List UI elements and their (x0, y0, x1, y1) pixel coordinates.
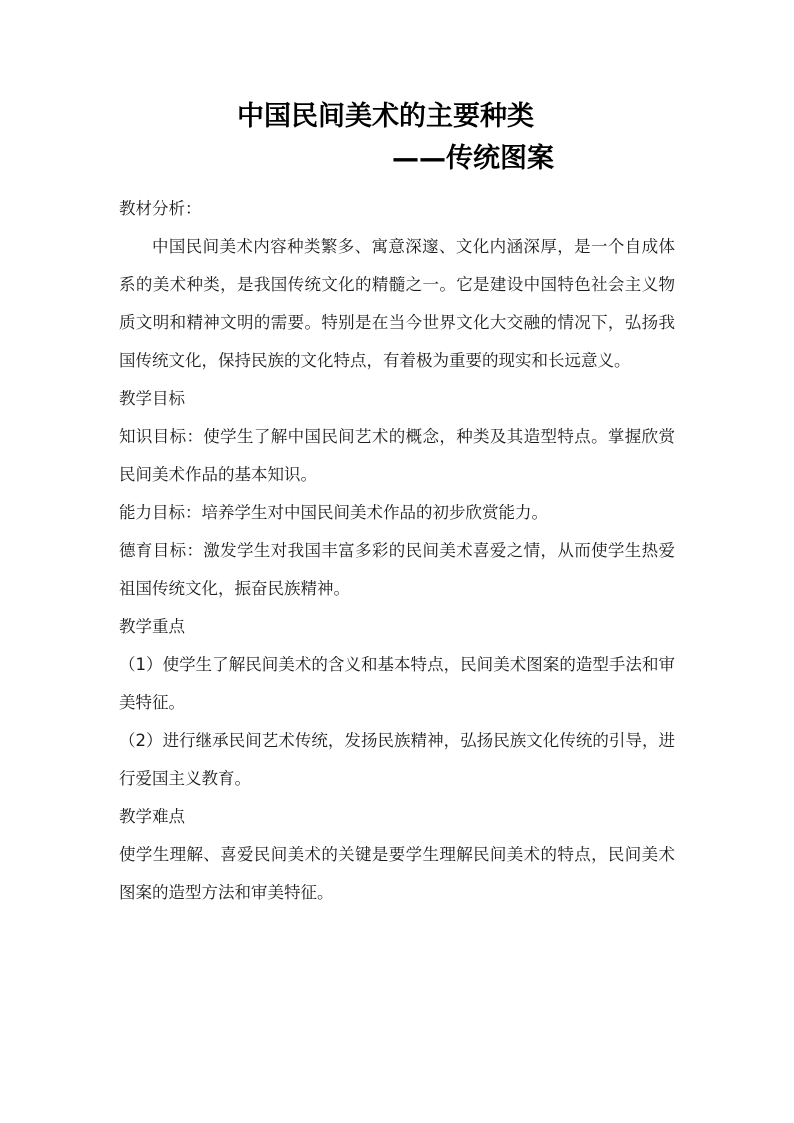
document-subtitle: ——传统图案 (392, 143, 554, 174)
goal-knowledge-paragraph: 知识目标：使学生了解中国民间艺术的概念，种类及其造型特点。掌握欣赏民间美术作品的基本知识。 (119, 427, 675, 484)
section-heading-analysis: 教材分析： (119, 199, 202, 218)
key-point-1-paragraph: （1）使学生了解民间美术的含义和基本特点，民间美术图案的造型手法和审美特征。 (119, 655, 675, 712)
difficulty-paragraph: 使学生理解、喜爱民间美术的关键是要学生理解民间美术的特点，民间美术图案的造型方法和审美特征。 (119, 845, 675, 902)
goal-ability-paragraph: 能力目标：培养学生对中国民间美术作品的初步欣赏能力。 (119, 503, 548, 522)
analysis-paragraph: 中国民间美术内容种类繁多、寓意深邃、文化内涵深厚，是一个自成体系的美术种类，是我国传统文化的精髓之一。它是建设中国特色社会主义物质文明和精神文明的需要。特别是在当今世界文化大交融的情况下，弘扬我国传统文化，保持民族的文化特点，有着极为重要的现实和长远意义。 (119, 237, 675, 370)
section-heading-key-points: 教学重点 (119, 617, 185, 636)
section-heading-goals: 教学目标 (119, 389, 185, 408)
key-point-2-paragraph: （2）进行继承民间艺术传统，发扬民族精神，弘扬民族文化传统的引导，进行爱国主义教育。 (119, 731, 675, 788)
section-heading-difficulties: 教学难点 (119, 807, 185, 826)
document-body (119, 190, 675, 912)
document-title: 中国民间美术的主要种类 (237, 101, 534, 132)
goal-moral-paragraph: 德育目标：激发学生对我国丰富多彩的民间美术喜爱之情，从而使学生热爱祖国传统文化，振奋民族精神。 (119, 541, 675, 598)
